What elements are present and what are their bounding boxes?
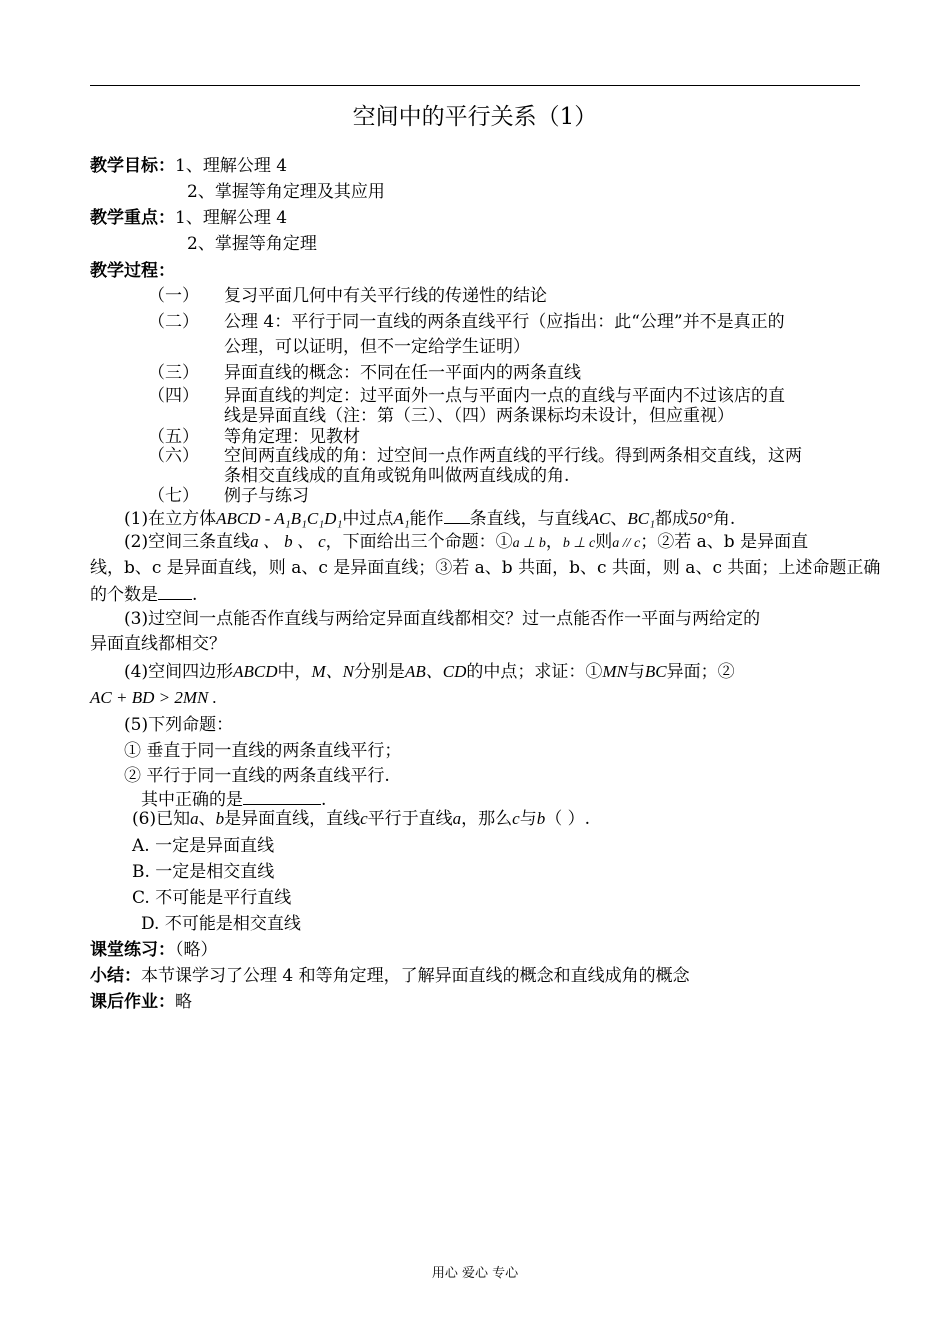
exercise-3-line-2: 异面直线都相交？ xyxy=(90,634,226,654)
cube-expression: ABCD - A₁B₁C₁D₁ xyxy=(216,509,343,528)
q2-formula: a ⊥ b xyxy=(512,536,546,551)
q1-text: 条直线，与直线 xyxy=(469,509,589,529)
q6-text: 是异面直线，直线 xyxy=(224,809,361,829)
q2-formula: a // c xyxy=(612,536,641,551)
point-a1: A₁ xyxy=(393,509,410,528)
exercise-5-item-2: ② 平行于同一直线的两条直线平行. xyxy=(124,766,390,786)
option-c[interactable]: C. 不可能是平行直线 xyxy=(132,888,292,908)
var-b: b xyxy=(536,809,546,828)
step-number: （五） xyxy=(148,427,199,447)
step-text: 等角定理：见教材 xyxy=(224,427,360,447)
goals-row-1 xyxy=(90,154,287,178)
q4-text: 中， xyxy=(277,662,312,682)
keypoints-row-2: 2、掌握等角定理 xyxy=(187,234,317,254)
option-a[interactable]: A. 一定是异面直线 xyxy=(132,836,275,856)
q1-text: 能作 xyxy=(409,509,444,529)
summary-text: 本节课学习了公理 4 和等角定理，了解异面直线的概念和直线成角的概念 xyxy=(141,966,690,986)
keypoints-row-1 xyxy=(90,206,287,230)
exercise-5-item-1: ① 垂直于同一直线的两条直线平行； xyxy=(124,741,402,761)
answer-blank[interactable] xyxy=(243,787,321,805)
q4-text: 与 xyxy=(627,662,645,682)
step-number: （二） xyxy=(148,312,199,332)
goals-label: 教学目标： xyxy=(90,156,175,176)
var-c: c xyxy=(512,809,520,828)
q2-text: ；②若 a、b 是异面直 xyxy=(640,532,809,552)
q6-text: 、 xyxy=(198,809,216,829)
q4-text: 的中点；求证：① xyxy=(466,662,603,682)
var-a: a xyxy=(190,809,199,828)
step-number: （七） xyxy=(148,486,199,506)
step-text-cont: 条相交直线成的直角或锐角叫做两直线成的角. xyxy=(224,466,570,486)
header-rule xyxy=(90,85,860,86)
goals-item: 1、理解公理 4 xyxy=(175,156,288,176)
q6-text: 与 xyxy=(519,809,537,829)
summary-row xyxy=(90,964,690,988)
process-step xyxy=(148,310,785,334)
keypoints-label: 教学重点： xyxy=(90,208,175,228)
q2-variables: a 、 b 、 c xyxy=(250,532,326,551)
q4-text: (4)空间四边形 xyxy=(124,662,234,682)
page-footer: 用心 爱心 专心 xyxy=(431,1266,519,1281)
exercise-2-line-2: 线，b、c 是异面直线，则 a、c 是异面直线；③若 a、b 共面，b、c 共面，则 a、c 共面；上述命题正确 xyxy=(90,558,881,578)
q6-text: ，那么 xyxy=(461,809,513,829)
var-a: a xyxy=(452,809,462,828)
line-ac: AC xyxy=(588,509,611,528)
q1-text: (1)在立方体 xyxy=(124,509,217,529)
q1-text: 都成 xyxy=(655,509,690,529)
q1-text: 、 xyxy=(610,509,628,529)
line-mn: MN xyxy=(602,662,628,681)
q1-text: 角. xyxy=(712,509,736,529)
exercise-4-line-2: AC + BD > 2MN . xyxy=(90,688,217,707)
q4-text: 异面；② xyxy=(666,662,735,682)
step-text: 公理 4：平行于同一直线的两条直线平行（应指出：此“公理”并不是真正的 xyxy=(224,312,785,332)
step-text: 异面直线的判定：过平面外一点与平面内一点的直线与平面内不过该店的直 xyxy=(224,386,785,406)
q4-text: 分别是 xyxy=(353,662,405,682)
process-step xyxy=(148,484,309,508)
quad-abcd: ABCD xyxy=(233,662,278,681)
homework-text: 略 xyxy=(175,992,192,1012)
exercise-4-line-1 xyxy=(124,660,735,684)
q5-text: . xyxy=(321,790,327,810)
summary-label: 小结： xyxy=(90,966,141,986)
practice-label: 课堂练习： xyxy=(90,940,175,960)
q2-text: . xyxy=(192,585,198,605)
q2-formula: b ⊥ c xyxy=(562,536,596,551)
q2-text: ，下面给出三个命题：① xyxy=(325,532,513,552)
var-c: c xyxy=(360,809,368,828)
step-number: （四） xyxy=(148,386,199,406)
process-step xyxy=(148,361,581,385)
keypoints-item: 1、理解公理 4 xyxy=(175,208,288,228)
q6-text: （ ）. xyxy=(545,809,590,829)
q6-text: (6)已知 xyxy=(132,809,191,829)
step-text-cont: 公理，可以证明，但不一定给学生证明） xyxy=(224,337,530,357)
q1-text: 中过点 xyxy=(342,509,394,529)
option-d[interactable]: D. 不可能是相交直线 xyxy=(141,914,301,934)
step-text: 空间两直线成的角：过空间一点作两直线的平行线。得到两条相交直线，这两 xyxy=(224,446,802,466)
angle-value: 50° xyxy=(689,509,713,528)
var-b: b xyxy=(215,809,225,828)
process-step xyxy=(148,284,547,308)
step-text: 复习平面几何中有关平行线的传递性的结论 xyxy=(224,286,547,306)
q5-text: 其中正确的是 xyxy=(141,790,243,810)
answer-blank[interactable] xyxy=(158,582,192,600)
q2-text: ， xyxy=(545,532,563,552)
q2-text: (2)空间三条直线 xyxy=(124,532,251,552)
q2-text: 则 xyxy=(595,532,613,552)
page-title: 空间中的平行关系（1） xyxy=(352,104,598,130)
step-number: （三） xyxy=(148,363,199,383)
step-text-cont: 线是异面直线（注：第（三）、（四）两条课标均未设计，但应重视） xyxy=(224,406,734,426)
practice-text: （略） xyxy=(175,940,218,960)
points-mn: M、N xyxy=(311,662,354,681)
line-bc: BC xyxy=(644,662,667,681)
option-b[interactable]: B. 一定是相交直线 xyxy=(132,862,275,882)
practice-row xyxy=(90,938,218,962)
segments-ab-cd: AB、CD xyxy=(404,662,467,681)
exercise-5-head: (5)下列命题： xyxy=(124,715,234,735)
exercise-2-line-1 xyxy=(124,530,808,556)
q2-text: 的个数是 xyxy=(90,585,158,605)
answer-blank[interactable] xyxy=(444,506,470,524)
exercise-6 xyxy=(132,807,590,831)
line-bc1: BC₁ xyxy=(627,509,656,528)
process-label: 教学过程： xyxy=(90,261,175,281)
q6-text: 平行于直线 xyxy=(367,809,453,829)
homework-row xyxy=(90,990,192,1014)
exercise-2-line-3 xyxy=(90,582,197,607)
exercise-1 xyxy=(124,506,735,531)
homework-label: 课后作业： xyxy=(90,992,175,1012)
step-number: （六） xyxy=(148,446,199,466)
step-text: 例子与练习 xyxy=(224,486,309,506)
step-text: 异面直线的概念：不同在任一平面内的两条直线 xyxy=(224,363,581,383)
step-number: （一） xyxy=(148,286,199,306)
goals-row-2: 2、掌握等角定理及其应用 xyxy=(187,182,385,202)
exercise-3-line-1: (3)过空间一点能否作直线与两给定异面直线都相交？过一点能否作一平面与两给定的 xyxy=(124,609,761,629)
